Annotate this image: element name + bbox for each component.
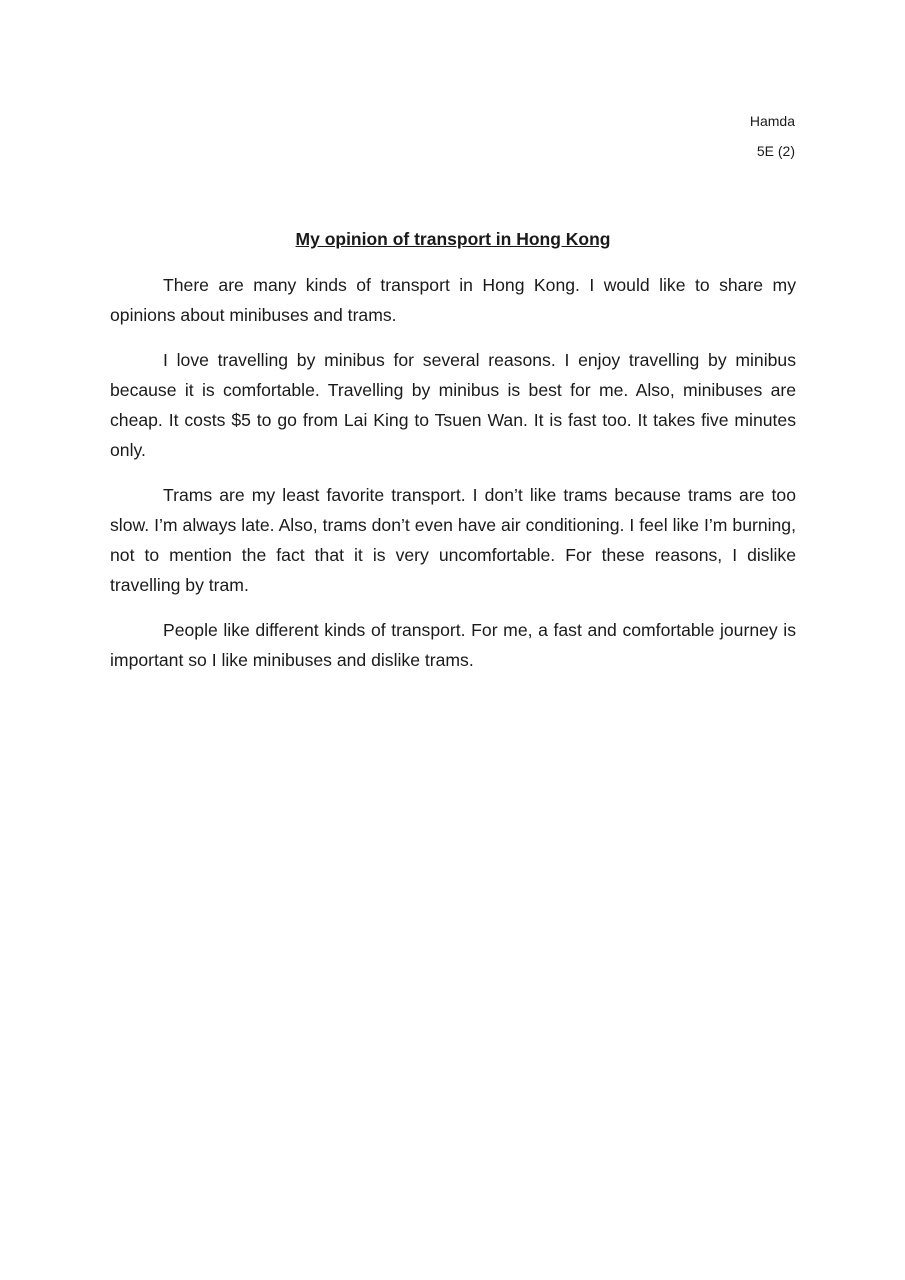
paragraph-conclusion: People like different kinds of transport. For me, a fast and comfortable journey is important so I like minibuses and dislike trams. xyxy=(110,620,796,670)
header-block xyxy=(750,111,795,161)
document-title: My opinion of transport in Hong Kong xyxy=(295,229,611,249)
paragraph-intro: There are many kinds of transport in Hong Kong. I would like to share my opinions about minibuses and trams. xyxy=(110,275,796,325)
class-label: 5E (2) xyxy=(756,143,795,159)
paragraph-minibus: I love travelling by minibus for several reasons. I enjoy travelling by minibus because it is comfortable. Travelling by minibus is best for me. Also, minibuses are cheap. It costs $5 to go from Lai King to Tsuen Wan. It is fast too. It takes five minutes only. xyxy=(110,350,796,460)
paragraph-trams: Trams are my least favorite transport. I don’t like trams because trams are too slow. I’m always late. Also, trams don’t even have air conditioning. I feel like I’m burning, not to mention the fact that it is very uncomfortable. For these reasons, I dislike travelling by tram. xyxy=(110,485,796,595)
author-name: Hamda xyxy=(749,113,795,129)
essay-body xyxy=(110,270,796,690)
